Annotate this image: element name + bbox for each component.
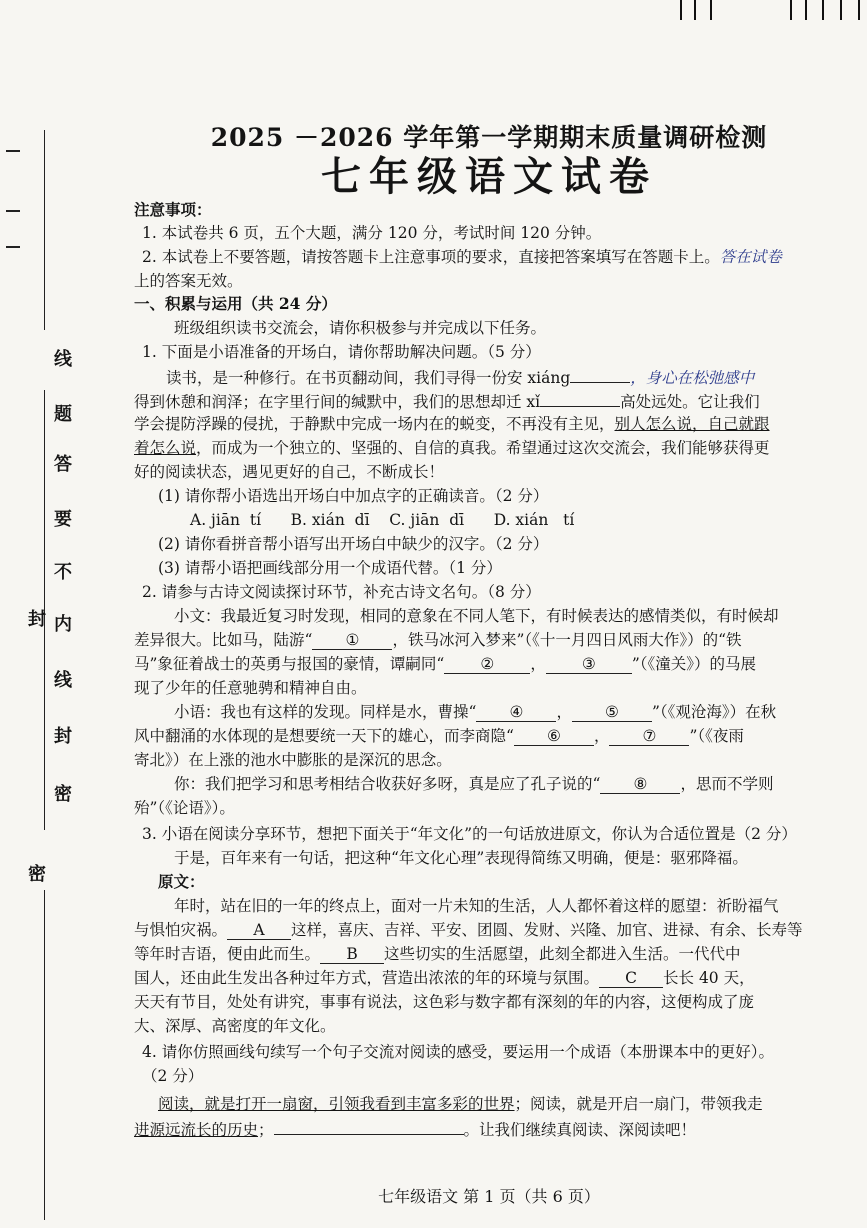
- q2-line: 马”象征着战士的英勇与报国的豪情，谭嗣同“ ② ， ③ ”（《潼关》）的马展: [134, 655, 757, 673]
- q2-line: 小文：我最近复习时发现，相同的意象在不同人笔下，有时候表达的感情类似，有时候却: [174, 607, 779, 625]
- notes-item-1: 1. 本试卷共 6 页，五个大题，满分 120 分，考试时间 120 分钟。: [142, 224, 602, 242]
- margin-word: 密: [54, 784, 72, 805]
- notes-item-2: 2. 本试卷上不要答题，请按答题卡上注意事项的要求，直接把答案填写在答题卡上。答在试卷: [142, 248, 782, 266]
- q4-example-line: 进源远流长的历史； 。让我们继续真阅读、深阅读吧！: [134, 1116, 844, 1142]
- margin-word: 要: [54, 509, 72, 530]
- margin-tick: [6, 210, 20, 212]
- answer-blank: A: [227, 921, 291, 940]
- q4-score: （2 分）: [142, 1067, 204, 1085]
- q2-line: 你：我们把学习和思考相结合收获好多呀，真是应了孔子说的“ ⑧ ，思而不学则: [174, 775, 774, 793]
- q1-passage-line: 读书，是一种修行。在书页翻动间，我们寻得一份安 xiáng ，身心在松弛感中: [166, 364, 867, 390]
- q2-line: 现了少年的任意驰骋和精神自由。: [134, 679, 367, 697]
- margin-word: 内: [54, 614, 72, 635]
- answer-blank: ⑤: [572, 703, 652, 722]
- notes-item-2-cont: 上的答案无效。: [134, 272, 243, 290]
- q1-options: A. jiān tí B. xián dī C. jiān dī D. xián tí: [190, 511, 575, 529]
- exam-main-title: 七年级语文试卷: [321, 153, 657, 200]
- q2-line: 风中翻涌的水体现的是想要统一天下的雄心，而李商隐“ ⑥ ， ⑦ ”（《夜雨: [134, 727, 744, 745]
- answer-blank: ⑧: [600, 775, 680, 794]
- q1-passage-line: 学会提防浮躁的侵扰，于静默中完成一场内在的蜕变，不再没有主见，别人怎么说，自己就跟: [134, 415, 770, 433]
- q2-line: 殆”（《论语》）。: [134, 799, 235, 817]
- margin-mark: 封: [28, 609, 46, 630]
- seal-line-bottom: [44, 890, 45, 1220]
- q3-sentence: 于是，百年来有一句话，把这种“年文化心理”表现得简练又明确，便是：驱邪降福。: [174, 849, 748, 867]
- q1-passage-line: 着怎么说，而成为一个独立的、坚强的、自信的真我。希望通过这次交流会，我们能够获得更: [134, 439, 770, 457]
- q2-stem: 2. 请参与古诗文阅读探讨环节，补充古诗文名句。（8 分）: [142, 583, 541, 601]
- q3-text-line: 等年时吉语，便由此而生。 B 这些切实的生活愿望，此刻全都进入生活。一代代中: [134, 945, 741, 963]
- q3-text-line: 年时，站在旧的一年的终点上，面对一片未知的生活，人人都怀着这样的愿望：祈盼福气: [174, 897, 779, 915]
- q1-sub3: (3) 请帮小语把画线部分用一个成语代替。（1 分）: [158, 559, 502, 577]
- q2-line: 小语：我也有这样的发现。同样是水，曹操“ ④ ， ⑤ ”（《观沧海》）在秋: [174, 703, 777, 721]
- answer-blank: [274, 1116, 464, 1135]
- q2-line: 差异很大。比如马，陆游“ ① ，铁马冰河入梦来”（《十一月四日风雨大作》）的“铁: [134, 631, 742, 649]
- margin-tick: [6, 246, 20, 248]
- answer-blank: C: [599, 969, 663, 988]
- q3-stem: 3. 小语在阅读分享环节，想把下面关于“年文化”的一句话放进原文，你认为合适位置是（2 分）: [142, 825, 797, 843]
- q1-stem: 1. 下面是小语准备的开场白，请你帮助解决问题。（5 分）: [142, 343, 541, 361]
- margin-word: 答: [54, 454, 72, 475]
- margin-word: 不: [54, 562, 72, 583]
- margin-word: 线: [54, 670, 72, 691]
- q2-line: 寄北》）在上涨的池水中膨胀的是深沉的思念。: [134, 751, 452, 769]
- q3-text-line: 大、深厚、高密度的年文化。: [134, 1017, 336, 1035]
- answer-blank: ④: [476, 703, 556, 722]
- q3-label: 原文：: [158, 872, 205, 891]
- answer-blank: ①: [312, 631, 392, 650]
- section-intro: 班级组织读书交流会，请你积极参与并完成以下任务。: [174, 319, 547, 337]
- q3-text-line: 天天有节目，处处有讲究，事事有说法，这色彩与数字都有深刻的年的内容，这便构成了庞: [134, 993, 755, 1011]
- q4-stem: 4. 请你仿照画线句续写一个句子交流对阅读的感受，要运用一个成语（本册课本中的更好）。: [142, 1043, 774, 1061]
- q4-example-line: 阅读，就是打开一扇窗，引领我看到丰富多彩的世界；阅读，就是开启一扇门，带领我走: [158, 1095, 763, 1113]
- answer-blank: ⑦: [609, 727, 689, 746]
- margin-word: 题: [54, 404, 72, 425]
- q3-text-line: 国人，还由此生发出各种过年方式，营造出浓浓的年的环境与氛围。 C 长长 40 天，: [134, 969, 755, 987]
- answer-blank: ③: [546, 655, 632, 674]
- margin-word: 线: [54, 349, 72, 370]
- q1-passage-line: 好的阅读状态，遇见更好的自己，不断成长！: [134, 463, 445, 481]
- q1-passage-line: 得到休憩和润泽；在字里行间的缄默中，我们的思想却迁 xǐ 高处远处。它让我们: [134, 388, 844, 414]
- margin-mark: 密: [28, 864, 46, 885]
- answer-blank: ②: [444, 655, 530, 674]
- q1-sub2: (2) 请你看拼音帮小语写出开场白中缺少的汉字。（2 分）: [158, 535, 549, 553]
- page-footer: 七年级语文 第 1 页（共 6 页）: [378, 1187, 600, 1206]
- exam-term-title: 2025 －2026 学年第一学期期末质量调研检测: [210, 123, 768, 152]
- seal-line-top: [44, 130, 45, 330]
- margin-word: 封: [54, 726, 72, 747]
- answer-blank: B: [320, 945, 384, 964]
- binding-margin: [0, 0, 80, 1228]
- answer-blank: [540, 388, 620, 407]
- scan-registration-marks: [600, 0, 867, 22]
- margin-tick: [6, 150, 20, 152]
- section-heading: 一、积累与运用（共 24 分）: [134, 294, 337, 313]
- answer-blank: [570, 364, 630, 383]
- q1-sub1: (1) 请你帮小语选出开场白中加点字的正确读音。（2 分）: [158, 487, 549, 505]
- q3-text-line: 与惧怕灾祸。 A 这样，喜庆、吉祥、平安、团圆、发财、兴隆、加官、进禄、有余、长寿等: [134, 921, 803, 939]
- notes-heading: 注意事项：: [134, 200, 212, 219]
- answer-blank: ⑥: [514, 727, 594, 746]
